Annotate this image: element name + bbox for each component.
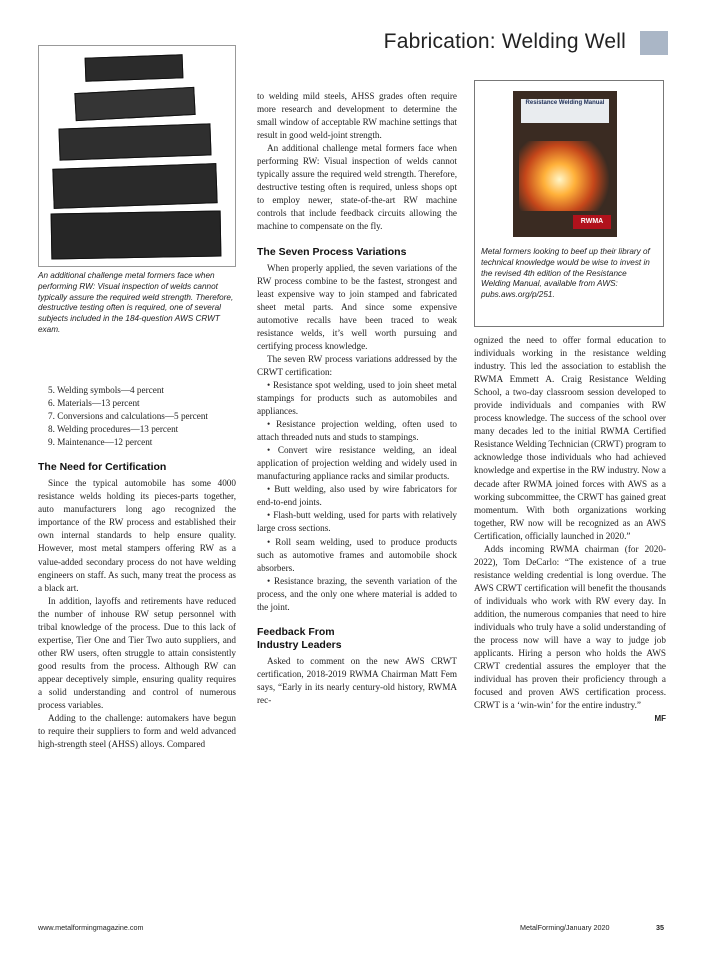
book-ad-box	[474, 80, 664, 327]
footer-issue: MetalForming/January 2020	[520, 923, 610, 932]
rwma-logo: RWMA	[573, 215, 611, 229]
photo-caption: An additional challenge metal formers face when performing RW: Visual inspection of welds cannot typically assure the required weld strength. Therefore, destructive testing often is required, one of several subjects included in the 184-question AWS CRWT exam.	[38, 271, 234, 334]
list-item: 9. Maintenance—12 percent	[48, 437, 153, 448]
photo-welded-parts	[38, 45, 236, 267]
section-color-tab	[640, 31, 668, 55]
paragraph: ognized the need to offer formal education to individuals working in the resistance welding industry. This led the association to establish the RWMA Emmett A. Craig Resistance Welding School, a two-day classroom session developed to provide individuals and companies with RW process knowledge. The success of the school over many decades led to the initial RWMA Certified Resistance Welding Technician (CRWT) program to acknowledge those individuals who had achieved knowledge and expertise in the RW industry. Now a decade after RWMA joined forces with AWS as a working subcommittee, the CRWT has gained great momentum. With both organizations working together, RW now will be recognized as an AWS Certification, officially launched in 2020.”	[474, 335, 666, 541]
bullet-item: • Resistance brazing, the seventh variation of the process, and the only one where material is added to the joint.	[257, 575, 457, 612]
end-mark-wrap	[474, 712, 666, 725]
list-item: 7. Conversions and calculations—5 percent	[48, 411, 208, 422]
list-item: 8. Welding procedures—13 percent	[48, 424, 179, 435]
paragraph: The seven RW process variations addressed by the CRWT certification:	[257, 353, 457, 377]
column-2	[257, 90, 457, 707]
list-item: 5. Welding symbols—4 percent	[48, 385, 164, 395]
bullet-item: • Butt welding, also used by wire fabricators for end-to-end joints.	[257, 484, 457, 508]
paragraph: When properly applied, the seven variations of the RW process combine to be the fastest, strongest and least expensive way to join stamped and fabricated sheet metal parts. And since some expensive automotive recalls have been traced to weak resistance welds, it’s well worth pursuing and certifying process knowledge.	[257, 262, 457, 351]
paragraph: Asked to comment on the new AWS CRWT certification, 2018-2019 RWMA Chairman Matt Fem says, “Early in its nearly century-old history, RWMA rec-	[257, 655, 457, 705]
paragraph: An additional challenge metal formers face when performing RW: Visual inspection of welds cannot typically assure the required weld strength. Therefore, destructive testing often is required, unless shops opt to employ newer, state-of-the-art RW machine controls that include feedback circuits allowing the machine to compensate on the fly.	[257, 143, 457, 232]
column-1	[38, 384, 236, 751]
part-image-3	[58, 123, 211, 160]
bullet-item: • Roll seam welding, used to produce products such as automotive frames and automobile shock absorbers.	[257, 536, 457, 573]
end-mark: MF	[654, 714, 666, 724]
paragraph: Adding to the challenge: automakers have begun to require their suppliers to form and weld advanced high-strength steel (AHSS) alloys. Compared	[38, 713, 236, 750]
page-number: 35	[656, 923, 664, 932]
section-title: Fabrication: Welding Well	[383, 30, 626, 53]
column-3	[474, 334, 666, 725]
section-heading: Feedback From Industry Leaders	[257, 625, 342, 651]
footer-url: www.metalformingmagazine.com	[38, 923, 144, 932]
part-image-4	[52, 163, 217, 209]
paragraph: Adds incoming RWMA chairman (for 2020-2022), Tom DeCarlo: “The existence of a true resistance welding credential is long overdue. The AWS CRWT certification will benefit the thousands of individuals who work with RW every day. In addition, the numerous companies that need to hire individuals who truly have a solid understanding of the process now will have a way to judge job applicants. Hiring a person who holds the AWS CRWT credential assures the employer that the individual has proven their proficiency through a focused and proven AWS certification process. CRWT is a ‘win-win’ for the entire industry.”	[474, 543, 666, 711]
paragraph: to welding mild steels, AHSS grades often require more research and development to determine the small window of acceptable RW machine settings that result in good weld-joint strength.	[257, 91, 457, 141]
bullet-item: • Convert wire resistance welding, an ideal application of projection welding and widely used in manufacturing appliance racks and similar products.	[257, 445, 457, 482]
bullet-item: • Resistance spot welding, used to join sheet metal stampings for products such as automobiles and appliances.	[257, 379, 457, 417]
bullet-item: • Flash-butt welding, used for parts with relatively large cross sections.	[257, 510, 457, 534]
book-cover-image	[513, 91, 617, 237]
section-heading: The Need for Certification	[38, 461, 167, 474]
section-heading: The Seven Process Variations	[257, 245, 407, 258]
paragraph: In addition, layoffs and retirements have reduced the number of inhouse RW setup personnel with tribal knowledge of the process. Due to this lack of expertise, Tier One and Tier Two auto suppliers, and other RW users, often struggle to attain consistently good results from the process. Although RW can appear deceptively simple, ensuring quality requires a solid understanding and control of numerous process variables.	[38, 595, 236, 711]
book-caption: Metal formers looking to beef up their library of technical knowledge would be wise to invest in the revised 4th edition of the Resistance Welding Manual, available from AWS: pubs.aws.org/p/251.	[481, 247, 650, 300]
part-image-5	[51, 211, 222, 260]
list-item: 6. Materials—13 percent	[48, 398, 140, 409]
part-image-2	[74, 87, 195, 121]
part-image-1	[85, 54, 184, 81]
welding-spark-image	[519, 141, 609, 211]
paragraph: Since the typical automobile has some 4000 resistance welds holding its pieces-parts together, auto manufacturers long ago recognized the importance of the RW process and established their own internal standards to help ensure quality. However, most metal stampers offering RW as a value-added secondary process do not have welding engineers on staff. As such, many treat the process as a black art.	[38, 478, 236, 593]
bullet-item: • Resistance projection welding, often used to attach threaded nuts and studs to stampings.	[257, 419, 457, 443]
book-title: Resistance Welding Manual	[521, 99, 609, 123]
